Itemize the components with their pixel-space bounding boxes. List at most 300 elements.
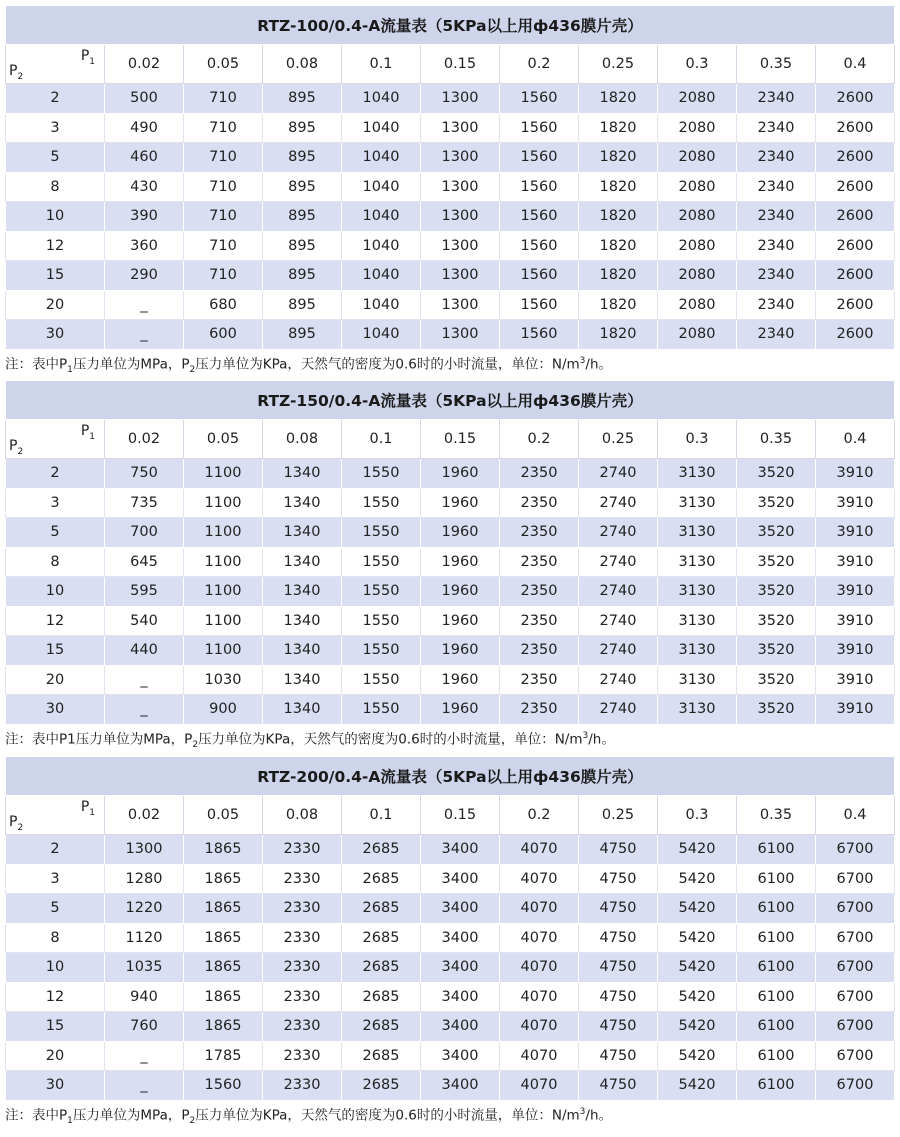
table-cell: 1560 [500,84,579,114]
table-row [6,953,895,983]
note-sub-a: 1 [67,1115,73,1126]
table-cell: 1820 [579,84,658,114]
p2-label-text: P [9,438,18,455]
table-cell: 735 [105,488,184,518]
table-cell: 3910 [816,518,895,548]
table-cell: 1035 [105,953,184,983]
table-cell: _ [105,1041,184,1071]
table-cell: 2350 [500,547,579,577]
table-cell: 1040 [342,172,421,202]
row-header-p2: 8 [6,923,105,953]
table-cell: 2600 [816,231,895,261]
table-row [6,636,895,666]
table-row [6,1041,895,1071]
note-sub-a: 1 [67,364,73,375]
table-cell: 2350 [500,518,579,548]
column-header: 0.2 [500,45,579,84]
table-cell: 2600 [816,202,895,232]
table-row [6,459,895,489]
table-cell: 1280 [105,864,184,894]
table-cell: 4070 [500,835,579,865]
flow-table [5,756,895,1101]
table-cell: 2330 [263,1071,342,1101]
table-cell: 2340 [737,143,816,173]
table-cell: 4070 [500,1071,579,1101]
table-cell: 1040 [342,113,421,143]
table-title: RTZ-200/0.4-A流量表（5KPa以上用ф436膜片壳） [6,757,895,796]
table-cell: 1820 [579,261,658,291]
table-cell: 895 [263,320,342,350]
row-header-p2: 5 [6,143,105,173]
column-header: 0.02 [105,420,184,459]
table-cell: 5420 [658,1041,737,1071]
row-header-p2: 10 [6,202,105,232]
column-header: 0.05 [184,796,263,835]
table-cell: 3130 [658,695,737,725]
row-header-p2: 2 [6,84,105,114]
table-cell: 1100 [184,488,263,518]
p2-axis-label [9,63,23,82]
note-sub-b: 2 [189,1115,196,1126]
table-cell: 2740 [579,577,658,607]
table-cell: 6700 [816,923,895,953]
table-title-row [6,381,895,420]
table-row [6,290,895,320]
table-cell: 2600 [816,113,895,143]
table-cell: 2330 [263,835,342,865]
table-cell: 5420 [658,923,737,953]
table-cell: 1340 [263,459,342,489]
table-cell: 2080 [658,202,737,232]
table-cell: 3910 [816,459,895,489]
table-cell: 6100 [737,1071,816,1101]
table-cell: 1865 [184,982,263,1012]
note-text-c: 压力单位为KPa，天然气的密度为0.6时的小时流量，单位：N/m [198,731,583,747]
table-cell: 1100 [184,577,263,607]
table-cell: 900 [184,695,263,725]
table-cell: 1560 [500,231,579,261]
table-cell: 895 [263,231,342,261]
table-cell: 1550 [342,577,421,607]
table-cell: 3520 [737,636,816,666]
note-text-c: 压力单位为KPa，天然气的密度为0.6时的小时流量，单位：N/m [195,1107,580,1123]
table-row [6,547,895,577]
column-header: 0.35 [737,796,816,835]
p1-label-sub: 1 [89,807,95,818]
table-cell: 2080 [658,320,737,350]
table-cell: 4070 [500,894,579,924]
table-cell: 1560 [500,320,579,350]
table-cell: _ [105,1071,184,1101]
table-cell: 4750 [579,1071,658,1101]
note-text-d: /h。 [588,731,615,747]
table-row [6,84,895,114]
row-header-p2: 20 [6,1041,105,1071]
row-header-p2: 10 [6,953,105,983]
table-row [6,577,895,607]
table-cell: 2685 [342,1071,421,1101]
note-sub-b: 2 [189,364,196,375]
note-text-d: /h。 [585,1107,613,1123]
column-header: 0.05 [184,45,263,84]
table-cell: 3130 [658,459,737,489]
table-cell: 1820 [579,172,658,202]
note-text-c: 压力单位为KPa，天然气的密度为0.6时的小时流量，单位：N/m [195,356,580,372]
p2-label-sub: 2 [17,823,24,833]
table-cell: 2685 [342,1012,421,1042]
table-cell: 3910 [816,695,895,725]
table-cell: 1100 [184,606,263,636]
table-cell: 1040 [342,320,421,350]
table-cell: 3520 [737,459,816,489]
table-cell: 1865 [184,923,263,953]
column-header: 0.4 [816,420,895,459]
table-row [6,1071,895,1101]
table-cell: 2685 [342,894,421,924]
table-row [6,982,895,1012]
table-header-row [6,45,895,84]
note-sup-c: 3 [582,730,589,741]
table-note [5,350,895,378]
table-cell: 3130 [658,606,737,636]
table-cell: 1300 [421,231,500,261]
table-cell: 680 [184,290,263,320]
table-cell: 6100 [737,835,816,865]
table-cell: 1340 [263,488,342,518]
table-cell: 1340 [263,577,342,607]
table-cell: 1340 [263,636,342,666]
table-cell: 5420 [658,982,737,1012]
table-cell: 1960 [421,636,500,666]
table-cell: 2330 [263,953,342,983]
table-cell: 1550 [342,695,421,725]
table-cell: 1040 [342,231,421,261]
table-cell: 1865 [184,894,263,924]
table-note [5,725,895,753]
column-header: 0.08 [263,45,342,84]
table-cell: 360 [105,231,184,261]
table-cell: 2330 [263,1012,342,1042]
p2-label-sub: 2 [17,72,24,82]
table-cell: 1040 [342,202,421,232]
table-cell: 2350 [500,665,579,695]
table-cell: 6100 [737,864,816,894]
table-cell: 600 [184,320,263,350]
table-cell: 2740 [579,459,658,489]
table-cell: 4070 [500,1012,579,1042]
table-cell: 760 [105,1012,184,1042]
flow-table-section [5,756,895,1129]
table-cell: 1865 [184,1012,263,1042]
column-header: 0.02 [105,45,184,84]
table-cell: 1960 [421,665,500,695]
table-title-row [6,6,895,45]
column-header: 0.1 [342,420,421,459]
table-cell: 1340 [263,665,342,695]
table-cell: 2350 [500,606,579,636]
table-cell: 1300 [421,261,500,291]
table-cell: 3400 [421,1071,500,1101]
table-row [6,864,895,894]
table-cell: 2330 [263,864,342,894]
table-cell: 2740 [579,547,658,577]
table-row [6,320,895,350]
table-cell: 460 [105,143,184,173]
table-cell: 3130 [658,665,737,695]
column-header: 0.35 [737,45,816,84]
table-cell: 1560 [500,290,579,320]
table-cell: 2740 [579,488,658,518]
table-cell: 710 [184,172,263,202]
table-cell: 750 [105,459,184,489]
table-cell: 2350 [500,577,579,607]
table-cell: 2080 [658,261,737,291]
table-cell: 6100 [737,953,816,983]
table-row [6,606,895,636]
table-cell: 3910 [816,665,895,695]
table-cell: 1550 [342,488,421,518]
table-row [6,231,895,261]
p1-label-sub: 1 [89,431,95,442]
table-cell: _ [105,665,184,695]
table-cell: 1340 [263,695,342,725]
table-cell: 4750 [579,1012,658,1042]
note-sup-c: 3 [579,1106,586,1117]
table-cell: 5420 [658,953,737,983]
table-cell: 2330 [263,1041,342,1071]
table-cell: 645 [105,547,184,577]
column-header: 0.2 [500,420,579,459]
row-header-p2: 15 [6,261,105,291]
table-cell: _ [105,290,184,320]
table-cell: 4750 [579,982,658,1012]
table-title-row [6,757,895,796]
row-header-p2: 20 [6,290,105,320]
table-cell: 6700 [816,1071,895,1101]
row-header-p2: 2 [6,459,105,489]
row-header-p2: 8 [6,547,105,577]
table-cell: 1820 [579,202,658,232]
column-header: 0.15 [421,796,500,835]
table-cell: 2340 [737,320,816,350]
table-cell: 4750 [579,864,658,894]
p2-axis-label [9,438,23,457]
table-cell: 4070 [500,864,579,894]
table-cell: 6700 [816,982,895,1012]
table-cell: 710 [184,202,263,232]
table-cell: 2340 [737,84,816,114]
table-cell: 3520 [737,606,816,636]
table-cell: 710 [184,113,263,143]
table-cell: 2350 [500,636,579,666]
column-header: 0.4 [816,45,895,84]
table-cell: 5420 [658,1071,737,1101]
column-header: 0.1 [342,45,421,84]
table-cell: 1820 [579,231,658,261]
table-cell: 1100 [184,636,263,666]
table-cell: 1560 [500,143,579,173]
table-cell: 2685 [342,953,421,983]
table-cell: 895 [263,290,342,320]
table-cell: 1560 [500,202,579,232]
row-header-p2: 30 [6,1071,105,1101]
table-cell: 2080 [658,231,737,261]
table-title: RTZ-100/0.4-A流量表（5KPa以上用ф436膜片壳） [6,6,895,45]
p1-axis-label [81,423,95,442]
table-cell: 1560 [500,261,579,291]
table-cell: 1300 [421,84,500,114]
table-cell: 1550 [342,636,421,666]
table-cell: 895 [263,261,342,291]
table-cell: 3520 [737,695,816,725]
table-cell: 2340 [737,290,816,320]
table-cell: 2600 [816,172,895,202]
table-cell: 6700 [816,864,895,894]
table-cell: 1300 [421,143,500,173]
table-cell: 3910 [816,606,895,636]
table-cell: 3520 [737,665,816,695]
row-header-p2: 3 [6,113,105,143]
table-cell: 5420 [658,1012,737,1042]
table-cell: 5420 [658,835,737,865]
table-cell: 895 [263,84,342,114]
note-text-a: 注：表中P [5,1107,68,1123]
table-cell: 1220 [105,894,184,924]
table-cell: 1960 [421,695,500,725]
table-cell: 3910 [816,577,895,607]
table-cell: 4750 [579,953,658,983]
flow-table [5,380,895,725]
table-cell: 2340 [737,172,816,202]
table-cell: 3520 [737,547,816,577]
table-cell: 500 [105,84,184,114]
table-cell: 3130 [658,488,737,518]
table-cell: 1560 [500,113,579,143]
table-cell: 6100 [737,1012,816,1042]
table-cell: 2600 [816,290,895,320]
table-cell: 1300 [421,290,500,320]
column-header: 0.05 [184,420,263,459]
table-cell: 895 [263,202,342,232]
table-cell: 4070 [500,923,579,953]
table-cell: 3520 [737,577,816,607]
table-cell: 1960 [421,577,500,607]
column-header: 0.15 [421,420,500,459]
table-cell: 1040 [342,261,421,291]
table-cell: 895 [263,143,342,173]
table-cell: 4750 [579,923,658,953]
table-cell: 1865 [184,835,263,865]
table-header-row [6,796,895,835]
table-cell: 2080 [658,84,737,114]
table-cell: 3400 [421,1041,500,1071]
table-row [6,923,895,953]
table-cell: 1030 [184,665,263,695]
table-cell: 2340 [737,231,816,261]
note-text-b: 压力单位为MPa，P [72,1107,190,1123]
table-cell: 440 [105,636,184,666]
p1-axis-label [81,48,95,67]
p1-label-sub: 1 [89,56,95,67]
table-cell: 1820 [579,320,658,350]
table-cell: 2080 [658,172,737,202]
table-cell: 490 [105,113,184,143]
table-cell: 430 [105,172,184,202]
table-row [6,261,895,291]
row-header-p2: 3 [6,864,105,894]
column-header: 0.3 [658,45,737,84]
note-text-a: 注：表中P1压力单位为MPa，P [5,731,193,747]
table-cell: 2685 [342,864,421,894]
row-header-p2: 20 [6,665,105,695]
table-cell: 3400 [421,864,500,894]
table-cell: 710 [184,231,263,261]
row-header-p2: 10 [6,577,105,607]
p1-axis-label [81,799,95,818]
row-header-p2: 15 [6,636,105,666]
table-cell: 4070 [500,982,579,1012]
table-cell: 3910 [816,488,895,518]
table-row [6,695,895,725]
table-cell: 4070 [500,953,579,983]
table-cell: 2600 [816,84,895,114]
table-cell: 2600 [816,143,895,173]
row-header-p2: 2 [6,835,105,865]
table-cell: 6100 [737,923,816,953]
table-cell: 1300 [421,202,500,232]
table-cell: 1300 [421,172,500,202]
table-cell: 2340 [737,261,816,291]
table-cell: 6100 [737,982,816,1012]
row-header-p2: 8 [6,172,105,202]
note-text-a: 注：表中P [5,356,68,372]
table-cell: 3130 [658,547,737,577]
table-cell: 2340 [737,202,816,232]
row-header-p2: 3 [6,488,105,518]
table-cell: 1560 [184,1071,263,1101]
column-header: 0.02 [105,796,184,835]
table-cell: 1960 [421,606,500,636]
table-cell: 3520 [737,518,816,548]
column-header: 0.08 [263,796,342,835]
table-cell: 1960 [421,518,500,548]
table-cell: 6700 [816,1041,895,1071]
note-sup-c: 3 [579,355,586,366]
table-cell: 5420 [658,894,737,924]
column-header: 0.25 [579,796,658,835]
table-cell: 3400 [421,923,500,953]
table-cell: 1340 [263,547,342,577]
table-cell: 3400 [421,1012,500,1042]
table-cell: 4750 [579,894,658,924]
table-cell: 1550 [342,459,421,489]
flow-table-section [5,5,895,378]
table-cell: 4750 [579,835,658,865]
table-cell: 1100 [184,459,263,489]
table-cell: 895 [263,113,342,143]
column-header: 0.3 [658,420,737,459]
column-header: 0.25 [579,45,658,84]
table-cell: 2685 [342,982,421,1012]
table-cell: 3520 [737,488,816,518]
table-cell: _ [105,695,184,725]
note-text-d: /h。 [585,356,613,372]
table-cell: 1865 [184,953,263,983]
p1-label-text: P [80,799,90,815]
table-cell: 2350 [500,459,579,489]
table-cell: 2740 [579,636,658,666]
table-cell: 1550 [342,518,421,548]
